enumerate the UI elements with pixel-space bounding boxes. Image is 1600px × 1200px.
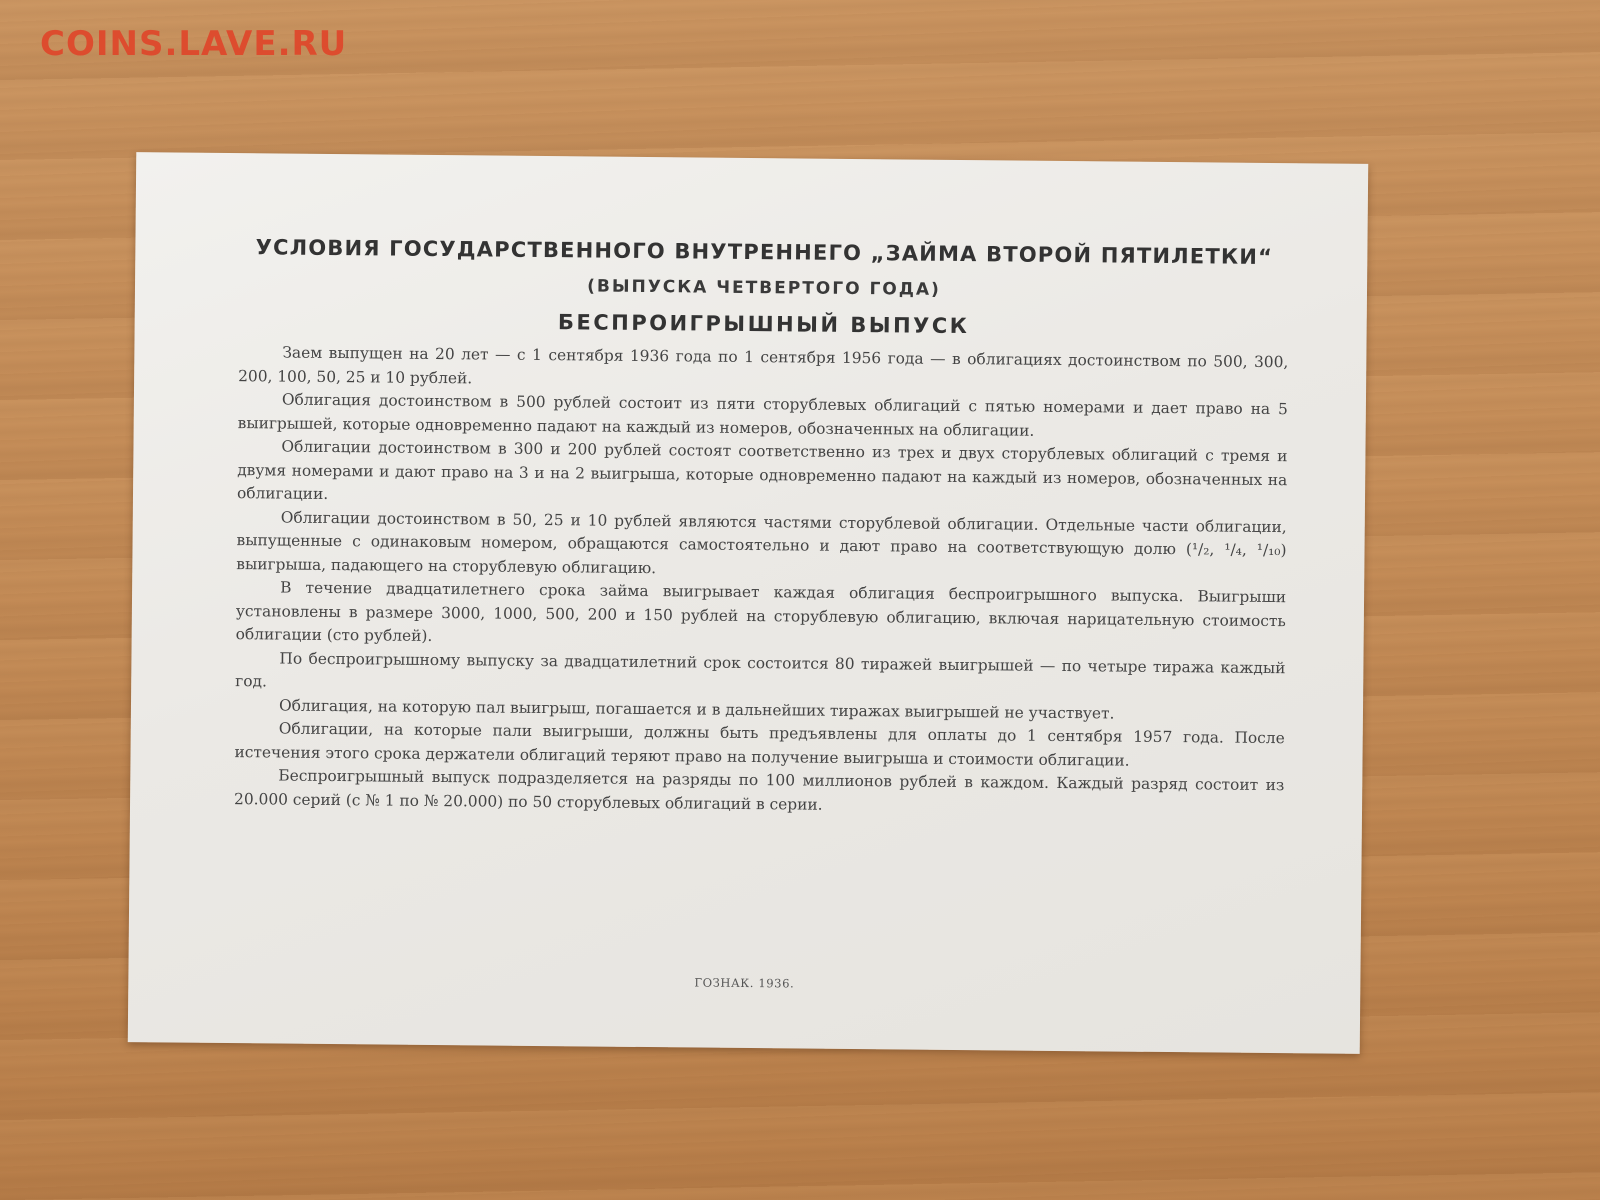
- paragraph-redemption: Облигация, на которую пал выигрыш, погашается и в дальнейших тиражах выигрышей не участвует.: [278, 696, 1115, 723]
- paragraph-winnings: В течение двадцатилетнего срока займа выигрывает каждая облигация беспроигрышного выпуска. Выигрыши установлены в размере 3000, 1000, 500, 200 и 150 рублей на сторублевую облигацию, включая нарицательную стоимость облигации (сто рублей).: [235, 578, 1287, 645]
- paragraph-categories: Беспроигрышный выпуск подразделяется на разряды по 100 миллионов рублей в каждом. Каждый разряд состоит из 20.000 серий (с № 1 по № 20.000) по 50 сторублевых облигаций в серии.: [234, 766, 1285, 814]
- paragraph-term: Заем выпущен на 20 лет — с 1 сентября 1936 года по 1 сентября 1956 года — в облигациях достоинством по 500, 300, 200, 100, 50, 25 и 10 рублей.: [238, 343, 1289, 387]
- printer-imprint: ГОЗНАК. 1936.: [694, 975, 795, 991]
- section-heading: БЕСПРОИГРЫШНЫЙ ВЫПУСК: [557, 310, 970, 339]
- document-body: [234, 235, 1289, 821]
- paragraph-draws: По беспроигрышному выпуску за двадцатилетний срок состоится 80 тиражей выигрышей — по четыре тиража каждый год.: [235, 649, 1286, 691]
- paragraph-300-200-rubles: Облигации достоинством в 300 и 200 рублей состоят соответственно из трех и двух сторублевых облигаций с тремя и двумя номерами и дают право на 3 и на 2 выигрыша, которые одновременно падают на каждый из номеров, обозначенных на облигации.: [236, 437, 1288, 503]
- paragraph-fractional-bonds: Облигации достоинством в 50, 25 и 10 рублей являются частями сторублевой облигации. Отдельные части облигации, выпущенные с одинаковым номером, обращаются самостоятельно и дают право на соответствующую долю (¹/₂, ¹/₄, ¹/₁₀) выигрыша, падающего на сторублевую облигацию.: [236, 508, 1287, 577]
- site-watermark: COINS.LAVE.RU: [40, 24, 348, 64]
- paragraph-payment-deadline: Облигации, на которые пали выигрыши, должны быть предъявлены для оплаты до 1 сентября 1957 года. После истечения этого срока держатели облигаций теряют право на получение выигрыша и стоимости облигации.: [234, 719, 1285, 770]
- document-title: УСЛОВИЯ ГОСУДАРСТВЕННОГО ВНУТРЕННЕГО „ЗАЙМА ВТОРОЙ ПЯТИЛЕТКИ“: [255, 235, 1274, 270]
- document-subtitle: (ВЫПУСКА ЧЕТВЕРТОГО ГОДА): [587, 276, 941, 300]
- bond-paper: [128, 152, 1368, 1054]
- paragraph-500-rubles: Облигация достоинством в 500 рублей состоит из пяти сторублевых облигаций с пятью номерами и дает право на 5 выигрышей, которые одновременно падают на каждый из номеров, обозначенных на облигации.: [237, 390, 1288, 440]
